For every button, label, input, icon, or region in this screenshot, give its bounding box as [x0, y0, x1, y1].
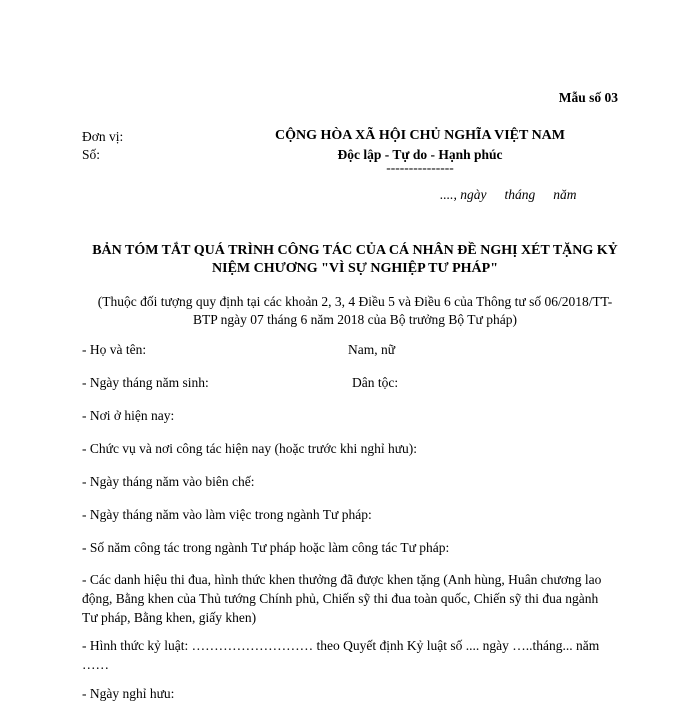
date-prefix: ...., ngày: [440, 187, 487, 202]
discipline-paragraph: [82, 636, 622, 674]
document-title-line-2: NIỆM CHƯƠNG "VÌ SỰ NGHIỆP TƯ PHÁP": [212, 261, 498, 276]
gender-label: Nam, nữ: [348, 342, 396, 357]
national-title: CỘNG HÒA XÃ HỘI CHỦ NGHĨA VIỆT NAM: [274, 128, 565, 143]
full-name-label: - Họ và tên:: [82, 342, 147, 357]
awards-line-2: động, Bằng khen của Thủ tướng Chính phủ, Chiến sỹ thi đua toàn quốc, Chiến sỹ thi đua ngành: [82, 591, 599, 606]
subtitle-line-1: (Thuộc đối tượng quy định tại các khoản 2, 3, 4 Điều 5 và Điều 6 của Thông tư số 06/2018/TT-: [97, 294, 613, 309]
position-label: - Chức vụ và nơi công tác hiện nay (hoặc trước khi nghỉ hưu):: [82, 441, 418, 456]
unit-label: Đơn vị:: [82, 129, 124, 144]
date-line: [440, 187, 577, 203]
date-year: năm: [553, 187, 577, 202]
awards-line-3: Tư pháp, Bằng khen, giấy khen): [82, 610, 257, 625]
awards-line-1: - Các danh hiệu thi đua, hình thức khen thưởng đã được khen tặng (Anh hùng, Huân chương lao: [82, 572, 602, 587]
discipline-line-2: ……: [82, 657, 109, 672]
justice-start-label: - Ngày tháng năm vào làm việc trong ngành Tư pháp:: [82, 507, 372, 522]
national-motto: Độc lập - Tự do - Hạnh phúc: [337, 147, 503, 162]
document-title-line-1: BẢN TÓM TẮT QUÁ TRÌNH CÔNG TÁC CỦA CÁ NHÂN ĐỀ NGHỊ XÉT TẶNG KỶ: [92, 243, 618, 258]
subtitle-line-2: BTP ngày 07 tháng 6 năm 2018 của Bộ trưởng Bộ Tư pháp): [193, 312, 517, 327]
motto-divider: ---------------: [386, 160, 454, 175]
number-label: Số:: [82, 147, 101, 162]
residence-label: - Nơi ở hiện nay:: [82, 408, 175, 423]
awards-paragraph: [82, 570, 622, 627]
birth-date-label: - Ngày tháng năm sinh:: [82, 375, 209, 390]
retirement-label: - Ngày nghỉ hưu:: [82, 686, 175, 701]
staff-date-label: - Ngày tháng năm vào biên chế:: [82, 474, 255, 489]
form-number: Mẫu số 03: [558, 90, 618, 105]
date-month: tháng: [504, 187, 536, 202]
field-full-name: [82, 342, 146, 358]
ethnicity-label: Dân tộc:: [352, 375, 399, 390]
discipline-line-1: - Hình thức kỷ luật: ……………………… theo Quyết định Kỷ luật số .... ngày …..tháng... năm: [82, 638, 600, 653]
years-label: - Số năm công tác trong ngành Tư pháp hoặc làm công tác Tư pháp:: [82, 540, 450, 555]
